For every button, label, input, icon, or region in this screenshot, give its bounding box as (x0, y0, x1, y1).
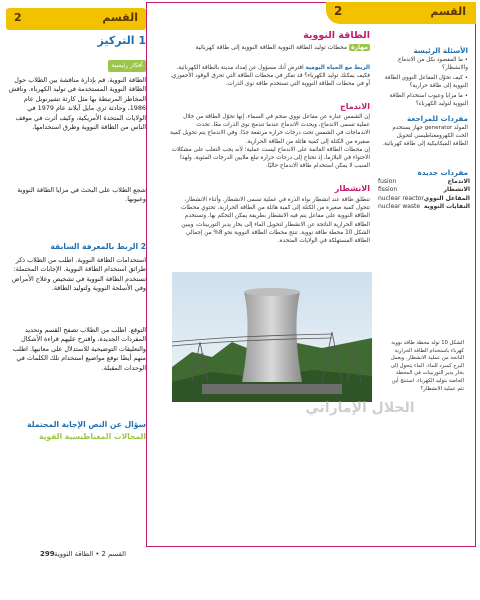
vocab-item: nuclear reactor المفاعل النووي (378, 194, 470, 202)
sidebar-heading-key-questions: الأسئلة الرئيسة (413, 46, 468, 55)
watermark: الحلال الإماراتي (305, 400, 415, 416)
intro-bold: الربط مع الحياة اليومية (305, 65, 370, 71)
vocab-item: fusion الاندماج (378, 178, 470, 185)
fusion-paragraph: إن الشمس عبارة عن مفاعل نووي ضخم في السماء. إنها تحوّل الطاقة من خلال عملية تسمى الاندماج، ويحدث الاندماج عندما تندمج نوى الذرات معًا. تحدث الاندماجات في الشمس تحت درجات حرارة مرتفعة جدًا. وفي الاندماج يتم تحويل كمية صغيرة من الكتلة إلى كمية هائلة من الطاقة الحرارية. (170, 114, 370, 145)
left-section-banner (6, 8, 146, 30)
sidebar-review-definition: المولد generator جهاز يستخدم الحث الكهرومغناطيسي لتحويل الطاقة الميكانيكية إلى طاقة كهربائية. (382, 125, 468, 148)
vocab-item: nuclear waste النفايات النووية (378, 203, 470, 211)
intro-text: افترض أنك مسؤول عن إمداد مدينة بالطاقة الكهربائية. فكيف يمكنك توليد الكهرباء؟ قد تفكر في محطات الطاقة التي تحرق الوقود الأحفوري، أو في محطات الطاقة النووية التي تستخدم طاقة نوى الذرات. (170, 65, 370, 88)
sidebar-question-3: • ما مزايا وعيوب استخدام الطاقة النووية لتوليد الكهرباء؟ (389, 93, 468, 108)
heading-fission: الانشطار (334, 184, 370, 193)
sidebar-question-2: • كيف تحوّل المفاعل النووي الطاقة النووية إلى طاقة حرارية؟ (384, 75, 468, 90)
page-section-label: القسم (430, 5, 466, 18)
left-heading-prior-knowledge: 2 الربط بالمعرفة السابقة (50, 242, 146, 251)
page-footer (40, 550, 480, 564)
left-heading-text-question: سؤال عن النص الإجابة المحتملة (27, 420, 146, 429)
left-paragraph-3: استخدامات الطاقة النووية. اطلب من الطلاب ذكر طرائق استخدام الطاقة النووية. الإجابات المحتملة: تستخدم الطاقة النووية في تشخيص وعلاج الأمراض وفي الأسلحة النووية ولتوليد الطاقة. (11, 256, 146, 293)
figure-caption (384, 340, 464, 393)
left-section-number: 2 (14, 11, 22, 24)
left-paragraph-2: شجع الطلاب على البحث في مزايا الطاقة النووية وعيوبها. (17, 186, 146, 204)
left-section-label: القسم (102, 11, 138, 24)
nuclear-plant-photo (172, 272, 372, 402)
left-title: 1 التركيز (97, 34, 146, 47)
vocab-list (378, 178, 470, 212)
main-idea-tag: مهارة (351, 44, 368, 51)
left-paragraph-4: التوقع. اطلب من الطلاب تصفح القسم وتحديد المفردات الجديدة، واقترح عليهم قراءة الأشكال والتعليقات التوضيحية للاستدلال على معانيها. اطلب منهم أيضًا توقع مواضيع استخدام تلك الكلمات في الوحدات المقبلة. (12, 326, 146, 372)
caption-text: الشكل 10 تولد محطة طاقة نووية كهرباء باستخدام الطاقة الحرارية الناتجة من عملية الانشطار. ويعمل البرج كمبرد للماء. الماء يتحول إلى بخار يدير التوربينات في المحطة الخاصة بتوليد الكهرباء. استنتج أين تتم عملية الانشطار؟ (390, 340, 464, 392)
intro-paragraph (170, 64, 370, 89)
page-section-number: 2 (334, 4, 343, 18)
main-ideas-badge: أفكار رئيسية (108, 60, 146, 72)
fusion-paragraph-2: إن محطات الطاقة القائمة على الاندماج ليست عملية؛ لأنه يجب التغلب على مشكلات الاحتواء في البلازما، إذ تحتاج إلى درجات حرارة تبلغ ملايين الدرجات المئوية. ولهذا السبب لا يمكن استخدام طاقة الاندماج حاليًا. (171, 147, 370, 170)
fission-paragraph: تنطلق طاقة عند انشطار نواة الذرة في عملية تسمى الانشطار. وأثناء الانشطار، تتحول كمية صغيرة من الكتلة إلى كمية هائلة من الطاقة الحرارية. تحتوي محطات الطاقة النووية على مفاعل يتم فيه الانشطار بطريقة يمكن التحكم بها. وتستخدم الطاقة الحرارية الناتجة عن الانشطار لتحويل الماء إلى بخار يدير التوربينات، ويبين الشكل 10 محطة طاقة نووية. تنتج محطات الطاقة النووية نحو 8% من إجمالي الطاقة المستهلكة في الولايات المتحدة. (180, 197, 370, 245)
main-idea (170, 44, 370, 53)
main-idea-text: محطات توليد الطاقة النووية الطاقة النووية إلى طاقة كهربائية (195, 44, 348, 51)
cooling-tower-image (172, 272, 372, 402)
left-paragraph-1: الطاقة النووية. قم بإدارة مناقشة بين الطلاب حول الطاقة النووية المستخدمة في توليد الكهرباء، وناقش المخاطر المرتبطة بها مثل كارثة تشيرنوبل عام 1986، وحادثة ثري مايل آيلاند عام 1979 في الولايات المتحدة الأمريكية، وكيف أثرت في موقف الناس من الطاقة النووية وطرق استخدامها. (8, 76, 146, 132)
sidebar-question-1: • ما المقصود بكل من الاندماج والانشطار؟ (397, 57, 468, 72)
vocab-item: fission الانشطار (378, 186, 470, 194)
page-title: الطاقة النووية (303, 30, 370, 41)
sidebar-heading-new-vocab: مفردات جديدة (417, 168, 468, 177)
heading-fusion: الاندماج (339, 102, 370, 111)
footer-page-number-left: 299 (40, 550, 55, 558)
left-answer: المجالات المغناطيسية القوية (38, 432, 146, 441)
sidebar-heading-review-vocab: مفردات للمراجعة (407, 114, 468, 123)
page-section-banner (326, 2, 476, 24)
footer-section-label: القسم 2 • الطاقة النووية (54, 550, 126, 558)
